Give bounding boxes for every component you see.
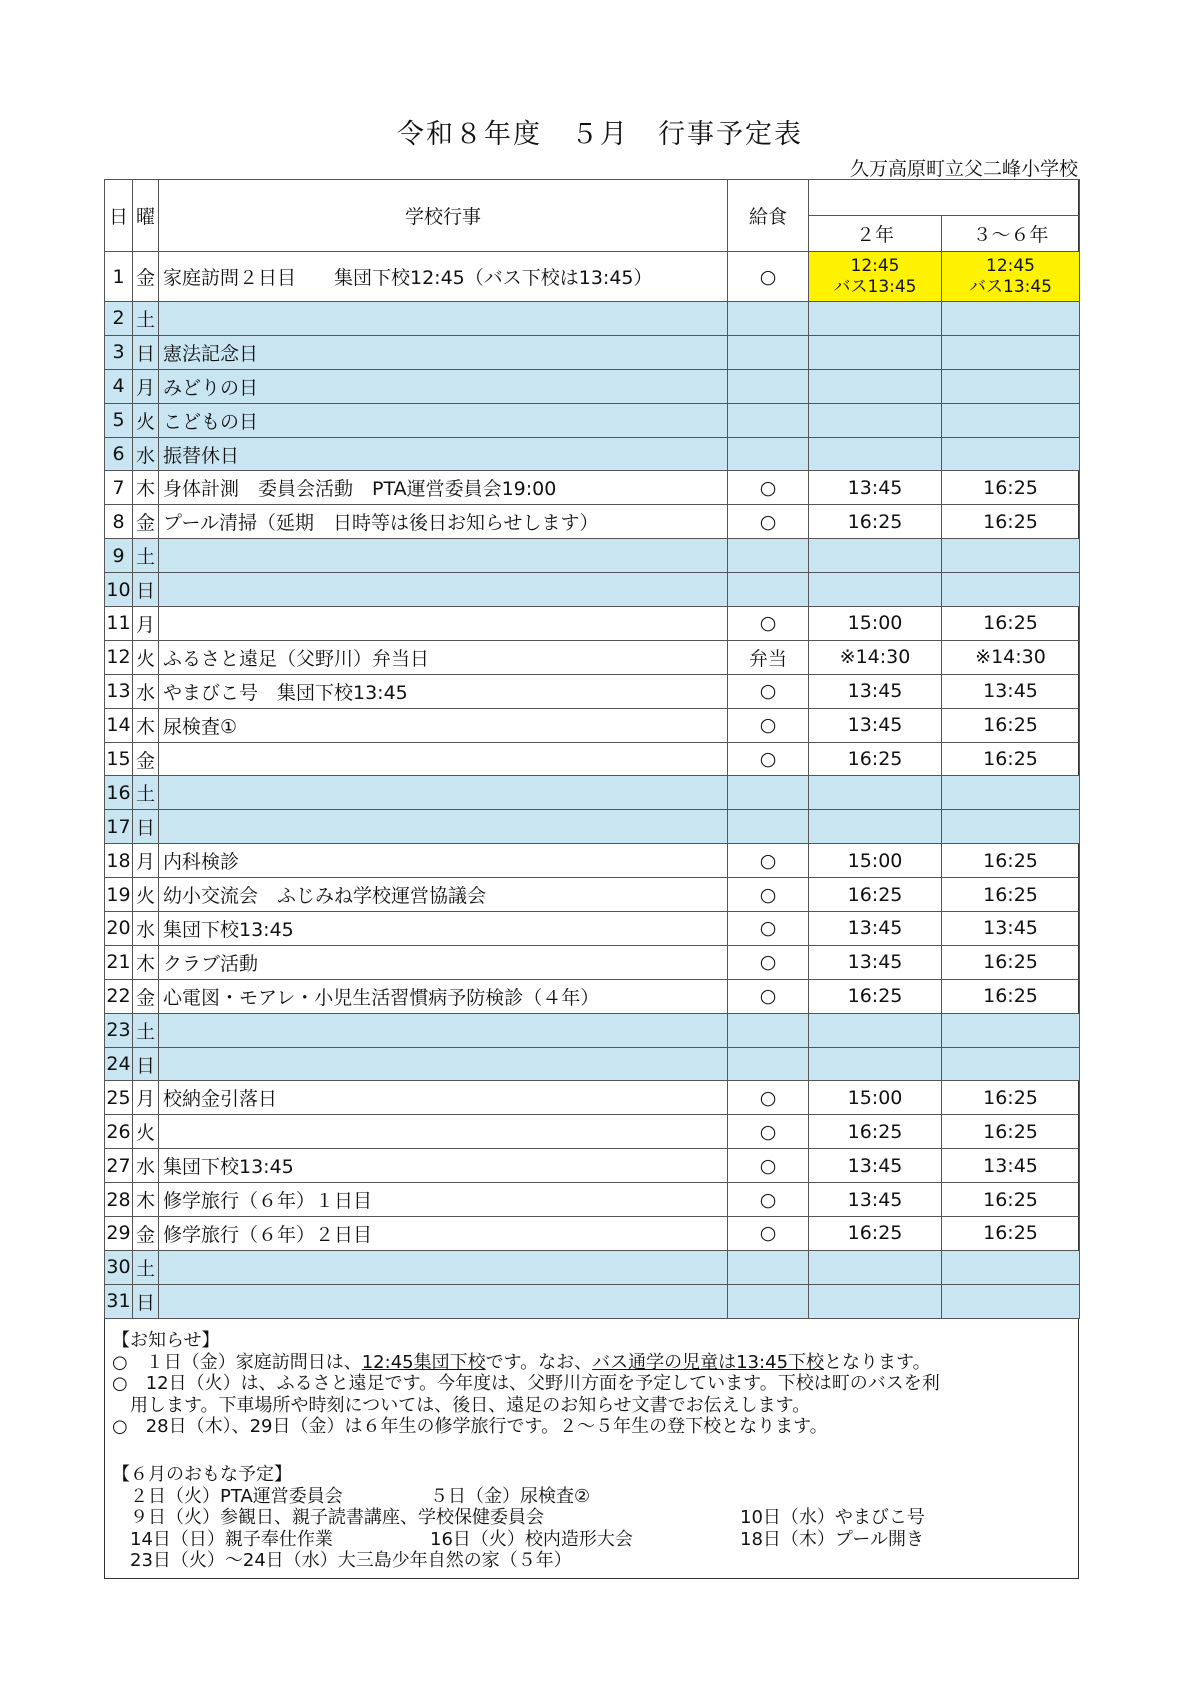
table-row	[105, 1047, 1080, 1081]
grade3-6-time-cell	[942, 1284, 1080, 1318]
june-item: 14日（日）親子奉仕作業	[130, 1528, 333, 1550]
june-item: 18日（木）プール開き	[740, 1528, 925, 1550]
event-cell	[159, 1047, 728, 1081]
event-cell	[159, 1115, 728, 1149]
notices-heading: 【お知らせ】	[112, 1330, 220, 1351]
june-item: 10日（水）やまびこ号	[740, 1507, 925, 1528]
notice-2-line-1: ○ 12日（火）は、ふるさと遠足です。今年度は、父野川方面を予定しています。下校は町のバスを利	[112, 1373, 940, 1394]
meal-cell: ○	[728, 1115, 809, 1149]
june-item: ２日（火）PTA運営委員会	[130, 1485, 343, 1507]
table-row	[105, 776, 1080, 810]
weekday-cell: 木	[133, 471, 159, 505]
table-row	[105, 1081, 1080, 1115]
day-cell: 20	[105, 912, 133, 946]
meal-cell	[728, 1284, 809, 1318]
grade2-time-cell	[809, 810, 942, 844]
day-cell: 31	[105, 1284, 133, 1318]
event-cell: ふるさと遠足（父野川）弁当日	[159, 640, 728, 674]
grade2-time-cell: 15:00	[809, 1081, 942, 1115]
event-cell	[159, 539, 728, 573]
grade3-6-time-cell: 16:25	[942, 945, 1080, 979]
grade2-time-cell	[809, 1047, 942, 1081]
day-cell: 27	[105, 1149, 133, 1183]
grade2-time-cell	[809, 539, 942, 573]
event-cell: 身体計測 委員会活動 PTA運営委員会19:00	[159, 471, 728, 505]
table-row	[105, 437, 1080, 471]
day-cell: 4	[105, 369, 133, 403]
header-weekday: 曜	[133, 180, 159, 252]
grade3-6-time-cell	[942, 1047, 1080, 1081]
grade3-6-time-cell: 13:45	[942, 674, 1080, 708]
grade2-time-cell	[809, 335, 942, 369]
table-row	[105, 607, 1080, 641]
meal-cell: ○	[728, 979, 809, 1013]
weekday-cell: 金	[133, 979, 159, 1013]
grade2-time-cell	[809, 369, 942, 403]
grade2-time-cell: 13:45	[809, 708, 942, 742]
grade2-time-cell: 13:45	[809, 471, 942, 505]
grade3-6-time-cell: 16:25	[942, 1183, 1080, 1217]
day-cell: 10	[105, 573, 133, 607]
weekday-cell: 土	[133, 302, 159, 336]
weekday-cell: 月	[133, 607, 159, 641]
weekday-cell: 日	[133, 1284, 159, 1318]
notice-1-underline-b: バス通学の児童は13:45下校	[592, 1351, 825, 1373]
weekday-cell: 木	[133, 1183, 159, 1217]
grade3-6-time-cell	[942, 403, 1080, 437]
event-cell: 校納金引落日	[159, 1081, 728, 1115]
grade2-time-cell	[809, 302, 942, 336]
table-row	[105, 979, 1080, 1013]
table-row	[105, 252, 1080, 302]
day-cell: 17	[105, 810, 133, 844]
meal-cell	[728, 403, 809, 437]
grade3-6-time: 12:45	[986, 255, 1035, 276]
grade3-6-time-cell	[942, 252, 1080, 302]
grade3-6-time-cell: 16:25	[942, 708, 1080, 742]
day-cell: 5	[105, 403, 133, 437]
event-cell: プール清掃（延期 日時等は後日お知らせします）	[159, 505, 728, 539]
grade2-time-cell	[809, 1250, 942, 1284]
grade2-time-cell	[809, 1284, 942, 1318]
day-cell: 19	[105, 878, 133, 912]
meal-cell: 弁当	[728, 640, 809, 674]
june-item: 23日（火）～24日（水）大三島少年自然の家（５年）	[130, 1550, 572, 1571]
meal-cell: ○	[728, 878, 809, 912]
day-cell: 28	[105, 1183, 133, 1217]
grade3-6-time-cell	[942, 573, 1080, 607]
weekday-cell: 金	[133, 505, 159, 539]
notices-section	[112, 1330, 1072, 1438]
table-row	[105, 539, 1080, 573]
grade3-6-time-cell	[942, 810, 1080, 844]
meal-cell: ○	[728, 1081, 809, 1115]
june-item: 16日（火）校内造形大会	[430, 1528, 633, 1550]
grade2-time-cell: 13:45	[809, 945, 942, 979]
day-cell: 8	[105, 505, 133, 539]
table-row	[105, 403, 1080, 437]
event-cell	[159, 1250, 728, 1284]
june-item: ９日（火）参観日、親子読書講座、学校保健委員会	[130, 1507, 544, 1528]
event-cell	[159, 1013, 728, 1047]
grade3-6-time-cell: 13:45	[942, 1149, 1080, 1183]
weekday-cell: 金	[133, 742, 159, 776]
grade3-6-time-cell	[942, 302, 1080, 336]
event-cell: 憲法記念日	[159, 335, 728, 369]
day-cell: 18	[105, 844, 133, 878]
event-cell: 幼小交流会 ふじみね学校運営協議会	[159, 878, 728, 912]
grade3-6-time-cell	[942, 1013, 1080, 1047]
table-row	[105, 1284, 1080, 1318]
event-cell: 内科検診	[159, 844, 728, 878]
event-cell	[159, 810, 728, 844]
meal-cell: ○	[728, 1183, 809, 1217]
day-cell: 9	[105, 539, 133, 573]
meal-cell	[728, 1047, 809, 1081]
table-row	[105, 1115, 1080, 1149]
notice-1-underline-a: 12:45集団下校	[361, 1351, 486, 1373]
weekday-cell: 火	[133, 403, 159, 437]
meal-cell: ○	[728, 471, 809, 505]
event-cell: クラブ活動	[159, 945, 728, 979]
meal-cell	[728, 776, 809, 810]
notice-1-text-c: となります。	[824, 1351, 931, 1373]
grade2-time-cell: 16:25	[809, 742, 942, 776]
grade3-6-time-cell: ※14:30	[942, 640, 1080, 674]
weekday-cell: 水	[133, 1149, 159, 1183]
grade3-6-time-cell	[942, 437, 1080, 471]
june-schedule	[112, 1464, 1072, 1572]
meal-cell	[728, 1013, 809, 1047]
weekday-cell: 日	[133, 335, 159, 369]
grade3-6-time-cell	[942, 539, 1080, 573]
meal-cell: ○	[728, 252, 809, 302]
grade2-time-cell	[809, 776, 942, 810]
grade3-6-time-cell: 16:25	[942, 471, 1080, 505]
grade3-6-time-cell: 16:25	[942, 1217, 1080, 1251]
grade2-time-cell: 15:00	[809, 607, 942, 641]
meal-cell: ○	[728, 912, 809, 946]
event-cell: 心電図・モアレ・小児生活習慣病予防検診（４年）	[159, 979, 728, 1013]
day-cell: 11	[105, 607, 133, 641]
meal-cell	[728, 810, 809, 844]
table-row	[105, 1013, 1080, 1047]
grade2-time-cell	[809, 573, 942, 607]
weekday-cell: 金	[133, 1217, 159, 1251]
grade2-time-cell: 16:25	[809, 1115, 942, 1149]
grade2-time-cell: 16:25	[809, 505, 942, 539]
grade3-6-bus-time: バス13:45	[969, 276, 1052, 297]
table-row	[105, 844, 1080, 878]
notice-1-text-b: です。なお、	[485, 1351, 593, 1373]
event-cell	[159, 1284, 728, 1318]
weekday-cell: 土	[133, 539, 159, 573]
meal-cell	[728, 573, 809, 607]
table-row	[105, 505, 1080, 539]
day-cell: 14	[105, 708, 133, 742]
weekday-cell: 日	[133, 810, 159, 844]
school-name: 久万高原町立父二峰小学校	[849, 158, 1078, 180]
day-cell: 26	[105, 1115, 133, 1149]
table-row	[105, 810, 1080, 844]
weekday-cell: 土	[133, 1013, 159, 1047]
weekday-cell: 日	[133, 573, 159, 607]
table-row	[105, 708, 1080, 742]
table-row	[105, 471, 1080, 505]
grade2-time-cell: 13:45	[809, 1149, 942, 1183]
meal-cell: ○	[728, 1149, 809, 1183]
event-cell: 修学旅行（６年）２日目	[159, 1217, 728, 1251]
grade2-bus-time: バス13:45	[833, 276, 917, 297]
table-row	[105, 742, 1080, 776]
event-cell	[159, 573, 728, 607]
meal-cell: ○	[728, 1217, 809, 1251]
day-cell: 30	[105, 1250, 133, 1284]
table-row	[105, 573, 1080, 607]
event-cell	[159, 742, 728, 776]
grade3-6-time-cell	[942, 335, 1080, 369]
weekday-cell: 木	[133, 708, 159, 742]
grade2-time-cell: 16:25	[809, 878, 942, 912]
day-cell: 3	[105, 335, 133, 369]
grade3-6-time-cell: 16:25	[942, 1081, 1080, 1115]
event-cell	[159, 302, 728, 336]
weekday-cell: 水	[133, 912, 159, 946]
header-grade3-6: ３～６年	[942, 216, 1080, 252]
grade2-time-cell	[809, 403, 942, 437]
table-row	[105, 640, 1080, 674]
day-cell: 12	[105, 640, 133, 674]
meal-cell: ○	[728, 945, 809, 979]
notice-1-text-a: ○ １日（金）家庭訪問日は、	[112, 1351, 362, 1373]
weekday-cell: 金	[133, 252, 159, 302]
table-row	[105, 878, 1080, 912]
grade2-time-cell: 13:45	[809, 912, 942, 946]
table-row	[105, 1250, 1080, 1284]
grade2-time-cell	[809, 252, 942, 302]
meal-cell	[728, 1250, 809, 1284]
event-cell: 集団下校13:45	[159, 1149, 728, 1183]
event-cell: みどりの日	[159, 369, 728, 403]
weekday-cell: 月	[133, 1081, 159, 1115]
grade3-6-time-cell: 16:25	[942, 742, 1080, 776]
header-meal: 給食	[728, 180, 809, 252]
grade2-time-cell: 13:45	[809, 674, 942, 708]
table-row	[105, 1183, 1080, 1217]
table-row	[105, 674, 1080, 708]
header-day: 日	[105, 180, 133, 252]
meal-cell	[728, 302, 809, 336]
meal-cell: ○	[728, 674, 809, 708]
day-cell: 24	[105, 1047, 133, 1081]
weekday-cell: 月	[133, 369, 159, 403]
weekday-cell: 土	[133, 1250, 159, 1284]
header-dismissal-group	[809, 180, 1080, 216]
event-cell	[159, 607, 728, 641]
meal-cell	[728, 335, 809, 369]
day-cell: 13	[105, 674, 133, 708]
schedule-table	[104, 179, 1080, 1319]
page-title: 令和８年度 ５月 行事予定表	[397, 119, 803, 150]
day-cell: 21	[105, 945, 133, 979]
day-cell: 7	[105, 471, 133, 505]
notice-2-line-2: 用します。下車場所や時刻については、後日、遠足のお知らせ文書でお伝えします。	[112, 1394, 811, 1416]
table-row	[105, 912, 1080, 946]
weekday-cell: 火	[133, 1115, 159, 1149]
grade2-time-cell: 15:00	[809, 844, 942, 878]
june-item: ５日（金）尿検査②	[430, 1485, 591, 1507]
weekday-cell: 火	[133, 878, 159, 912]
grade3-6-time-cell: 16:25	[942, 844, 1080, 878]
weekday-cell: 日	[133, 1047, 159, 1081]
grade3-6-time-cell: 16:25	[942, 505, 1080, 539]
meal-cell: ○	[728, 742, 809, 776]
grade3-6-time-cell: 16:25	[942, 979, 1080, 1013]
meal-cell: ○	[728, 708, 809, 742]
day-cell: 29	[105, 1217, 133, 1251]
event-cell: こどもの日	[159, 403, 728, 437]
meal-cell	[728, 437, 809, 471]
weekday-cell: 木	[133, 945, 159, 979]
notice-3: ○ 28日（木）、29日（金）は６年生の修学旅行です。２～５年生の登下校となります。	[112, 1416, 828, 1437]
weekday-cell: 水	[133, 674, 159, 708]
day-cell: 1	[105, 252, 133, 302]
header-grade2: ２年	[809, 216, 942, 252]
meal-cell: ○	[728, 607, 809, 641]
grade3-6-time-cell	[942, 369, 1080, 403]
meal-cell: ○	[728, 505, 809, 539]
grade2-time-cell: ※14:30	[809, 640, 942, 674]
table-row	[105, 335, 1080, 369]
event-cell	[159, 776, 728, 810]
table-row	[105, 1149, 1080, 1183]
grade2-time-cell: 16:25	[809, 979, 942, 1013]
weekday-cell: 月	[133, 844, 159, 878]
table-row	[105, 945, 1080, 979]
weekday-cell: 火	[133, 640, 159, 674]
grade3-6-time-cell	[942, 776, 1080, 810]
day-cell: 25	[105, 1081, 133, 1115]
meal-cell	[728, 539, 809, 573]
day-cell: 2	[105, 302, 133, 336]
table-row	[105, 1217, 1080, 1251]
event-cell: 家庭訪問２日目 集団下校12:45（バス下校は13:45）	[159, 252, 728, 302]
grade3-6-time-cell: 16:25	[942, 607, 1080, 641]
event-cell: 尿検査①	[159, 708, 728, 742]
notice-1	[112, 1352, 1072, 1374]
grade3-6-time-cell: 16:25	[942, 1115, 1080, 1149]
event-cell: やまびこ号 集団下校13:45	[159, 674, 728, 708]
grade2-time-cell	[809, 1013, 942, 1047]
grade2-time-cell	[809, 437, 942, 471]
grade2-time: 12:45	[850, 255, 900, 276]
weekday-cell: 水	[133, 437, 159, 471]
event-cell: 修学旅行（６年）１日目	[159, 1183, 728, 1217]
meal-cell: ○	[728, 844, 809, 878]
meal-cell	[728, 369, 809, 403]
day-cell: 6	[105, 437, 133, 471]
day-cell: 23	[105, 1013, 133, 1047]
event-cell: 集団下校13:45	[159, 912, 728, 946]
table-row	[105, 369, 1080, 403]
grade3-6-time-cell	[942, 1250, 1080, 1284]
grade2-time-cell: 16:25	[809, 1217, 942, 1251]
day-cell: 15	[105, 742, 133, 776]
june-heading: 【６月のおもな予定】	[112, 1464, 292, 1485]
event-cell: 振替休日	[159, 437, 728, 471]
grade3-6-time-cell: 13:45	[942, 912, 1080, 946]
table-row	[105, 302, 1080, 336]
weekday-cell: 土	[133, 776, 159, 810]
day-cell: 16	[105, 776, 133, 810]
grade2-time-cell: 13:45	[809, 1183, 942, 1217]
day-cell: 22	[105, 979, 133, 1013]
header-events: 学校行事	[159, 180, 728, 252]
grade3-6-time-cell: 16:25	[942, 878, 1080, 912]
